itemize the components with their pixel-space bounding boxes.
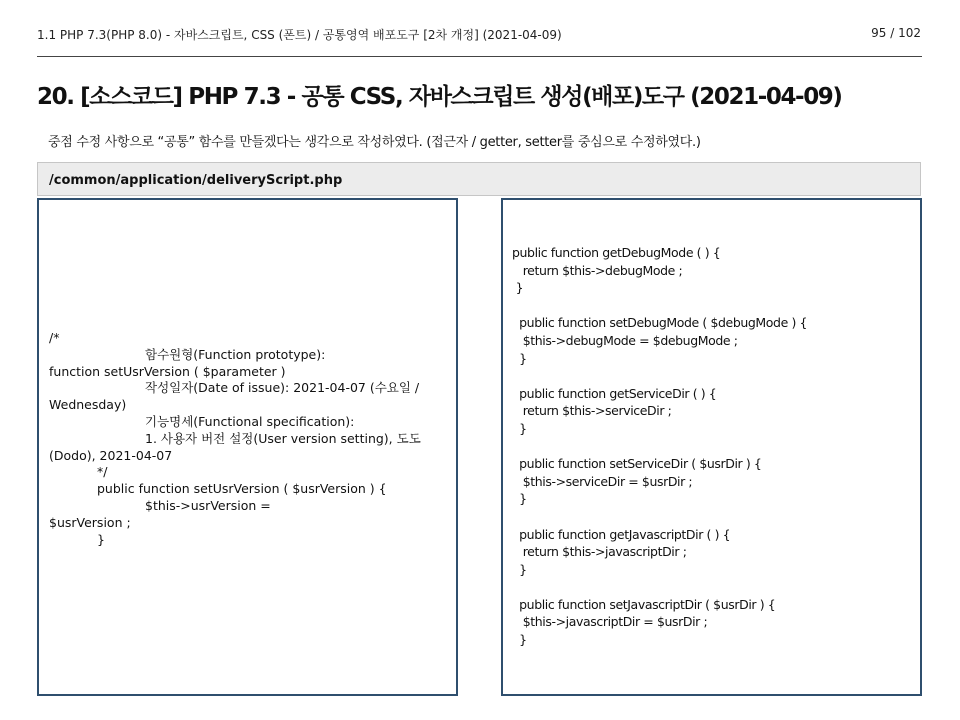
file-path-bar [37,162,921,196]
code-panel-right [501,198,922,696]
code-block-left: /* 함수원형(Function prototype): function setUsrVersion ( $parameter ) 작성일자(Date of issue): 2021-04-07 (수요일 / Wednesday) 기능명세(Functional specification): 1. 사용자 버전 설정(User version setting), 도도(Dodo), 2021-04-07 */ public function setUsrVersion ( $usrVersion ) { $this->usrVersion = $usrVersion ; } [49,330,421,547]
header-divider [37,56,922,57]
slide-title: 20. [소스코드] PHP 7.3 - 공통 CSS, 자바스크립트 생성(배포)도구 (2021-04-09) [37,84,842,110]
file-path-label: /common/application/deliveryScript.php [49,173,343,188]
code-block-right: public function getDebugMode ( ) { return $this->debugMode ; } public function setDebugMode ( $debugMode ) { $this->debugMode = $debugMode ; } public function getServiceDir ( ) { return $this->serviceDir ; } public function setServiceDir ( $usrDir ) { $this->serviceDir = $usrDir ; } public function getJavascriptDir ( ) { return $this->javascriptDir ; } public function setJavascriptDir ( $usrDir ) { $this->javascriptDir = $usrDir ; } [512,245,808,648]
page-indicator: 95 / 102 [871,26,921,40]
slide-description: 중점 수정 사항으로 “공통” 함수를 만들겠다는 생각으로 작성하였다. (접근자 / getter, setter를 중심으로 수정하였다.) [48,135,701,150]
code-panel-left [37,198,458,696]
header-breadcrumb: 1.1 PHP 7.3(PHP 8.0) - 자바스크립트, CSS (폰트) / 공통영역 배포도구 [2차 개정] (2021-04-09) [37,28,562,42]
